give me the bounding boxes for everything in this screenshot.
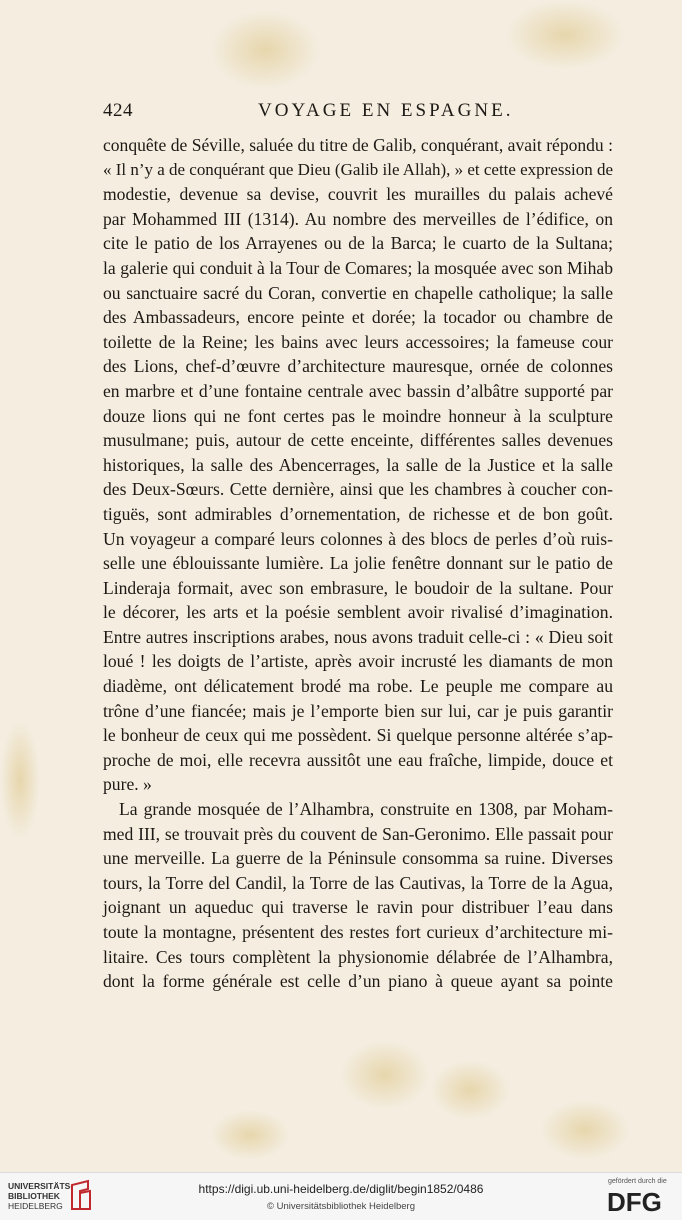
- svg-text:DFG: DFG: [607, 1187, 662, 1215]
- text-line: med III, se trouvait près du couvent de San-Geronimo. Elle passait pour: [103, 823, 613, 844]
- text-line: modestie, devenue sa devise, couvrit les murailles du palais achevé: [103, 184, 613, 205]
- text-line: loué ! les doigts de l’artiste, après avoir incrusté les diamants de mon: [103, 651, 613, 672]
- text-line: une merveille. La guerre de la Péninsule consomma sa ruine. Diverses: [103, 848, 613, 869]
- body-text: [103, 133, 613, 994]
- text-line: « Il n’y a de conquérant que Dieu (Galib ile Allah), » et cette expression de: [103, 159, 613, 179]
- text-line: le bonheur de ceux qui me possèdent. Si quelque personne altérée s’ap-: [103, 725, 613, 746]
- text-line: la galerie qui conduit à la Tour de Comares; la mosquée avec son Mihab: [103, 257, 613, 278]
- text-line: diadème, ont délicatement brodé ma robe. Le peuple me compare au: [103, 676, 613, 697]
- text-line: tours, la Torre del Candil, la Torre de las Cautivas, la Torre de la Agua,: [103, 872, 613, 893]
- text-line: toilette de la Reine; les bains avec leurs accessoires; la fameuse cour: [103, 331, 613, 352]
- dfg-logo-icon[interactable]: [606, 1187, 672, 1215]
- text-line: La grande mosquée de l’Alhambra, construite en 1308, par Moham-: [119, 799, 613, 820]
- text-line: dont la forme générale est celle d’un piano à queue ayant sa pointe: [103, 971, 613, 992]
- text-line: ou sanctuaire sacré du Coran, convertie en chapelle catholique; la salle: [103, 282, 613, 303]
- text-line: le décorer, les arts et la poésie semblent avoir rivalisé d’imagination.: [103, 602, 613, 623]
- text-line: toute la montagne, présentent des restes fort curieux d’architecture mi-: [103, 922, 613, 942]
- library-name-line1: UNIVERSITÄTS-: [8, 1181, 74, 1191]
- text-line: pure. »: [103, 774, 152, 795]
- library-name-line2: BIBLIOTHEK: [8, 1191, 60, 1201]
- text-line: en marbre et d’une fontaine centrale avec bassin d’albâtre supporté par: [103, 380, 613, 401]
- dfg-caption: gefördert durch die: [608, 1178, 667, 1185]
- running-header: [0, 100, 682, 130]
- permalink-url[interactable]: https://digi.ub.uni-heidelberg.de/diglit/begin1852/0486: [198, 1182, 484, 1196]
- text-line: trône d’une fiancée; mais je l’emporte bien sur lui, car je puis garantir: [103, 700, 613, 721]
- viewer-footer: [0, 1172, 682, 1220]
- copyright-notice: © Universitätsbibliothek Heidelberg: [267, 1201, 415, 1212]
- text-line: Un voyageur a comparé leurs colonnes à des blocs de perles d’où ruis-: [103, 528, 613, 549]
- paper-stain: [210, 1110, 290, 1160]
- running-title: VOYAGE EN ESPAGNE.: [258, 100, 514, 121]
- text-line: historiques, la salle des Abencerrages, la salle de la Justice et la salle: [103, 454, 613, 475]
- text-line: des Deux-Sœurs. Cette dernière, ainsi que les chambres à coucher con-: [103, 479, 613, 500]
- text-line: douze lions qui ne font certes pas le moindre honneur à la sculpture: [103, 405, 613, 426]
- page-number: 424: [103, 100, 133, 121]
- text-line: Entre autres inscriptions arabes, nous avons traduit celle-ci : « Dieu soit: [103, 626, 613, 647]
- paper-stain: [210, 10, 320, 90]
- text-line: par Mohammed III (1314). Au nombre des merveilles de l’édifice, on: [103, 208, 613, 229]
- text-line: joignant un aqueduc qui traverse le ravin pour distribuer l’eau dans: [103, 897, 613, 918]
- paper-stain: [540, 1100, 630, 1160]
- paper-stain: [0, 720, 40, 840]
- text-line: des Lions, chef-d’œuvre d’architecture mauresque, ornée de colonnes: [103, 356, 613, 377]
- paper-stain: [505, 0, 625, 70]
- text-line: tiguës, sont admirables d’ornementation, de richesse et de bon goût.: [103, 503, 613, 524]
- paper-stain: [430, 1060, 510, 1120]
- text-line: musulmane; puis, autour de cette enceinte, différentes salles devenues: [103, 430, 613, 451]
- text-line: litaire. Ces tours complètent la physionomie délabrée de l’Alhambra,: [103, 946, 613, 967]
- text-line: Linderaja formait, avec son embrasure, le boudoir de la sultane. Pour: [103, 577, 613, 598]
- text-line: cite le patio de los Arrayenes ou de la Barca; le cuarto de la Sultana;: [103, 233, 613, 254]
- text-line: des Ambassadeurs, encore peinte et dorée; la tocador ou chambre de: [103, 307, 613, 328]
- text-line: conquête de Séville, saluée du titre de Galib, conquérant, avait répondu :: [103, 135, 613, 155]
- text-line: selle une éblouissante lumière. La jolie fenêtre donnant sur le patio de: [103, 553, 613, 574]
- paper-stain: [340, 1040, 430, 1110]
- text-line: proche de moi, elle recevra aussitôt une eau fraîche, limpide, douce et: [103, 749, 613, 770]
- library-name-line3: HEIDELBERG: [8, 1201, 63, 1211]
